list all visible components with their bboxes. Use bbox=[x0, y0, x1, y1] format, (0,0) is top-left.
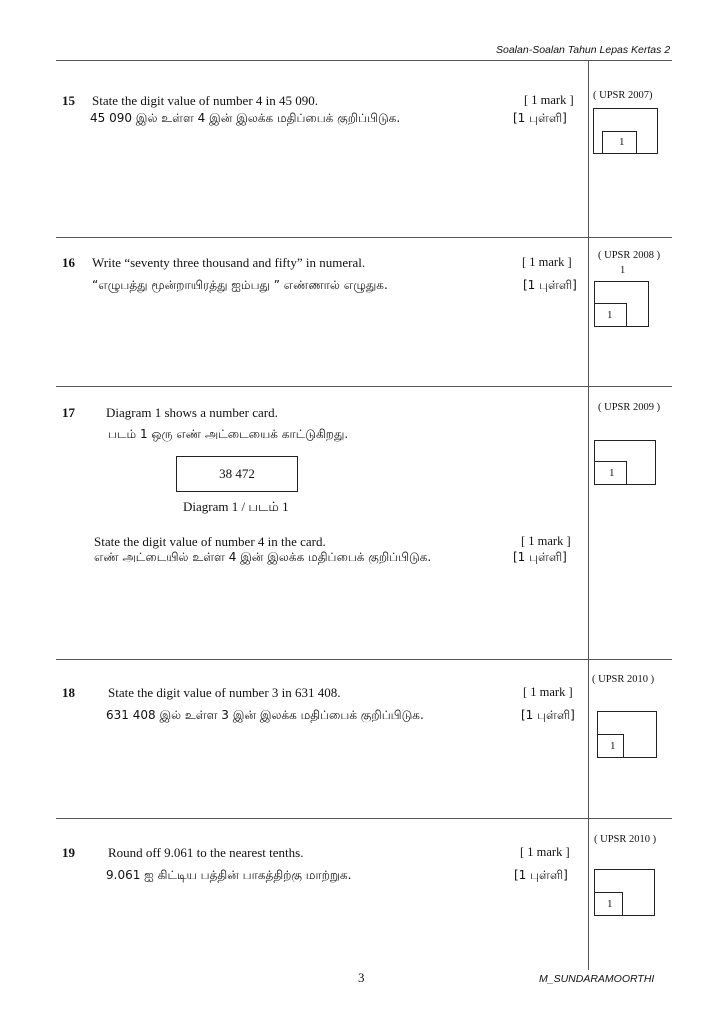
margin-column-divider bbox=[588, 60, 589, 970]
mark-label-ta: [1 புள்ளி] bbox=[513, 550, 567, 564]
upsr-year-label: ( UPSR 2008 ) bbox=[598, 250, 661, 261]
question-text-ta: 631 408 இல் உள்ள 3 இன் இலக்க மதிப்பைக் குறிப்பிடுக. bbox=[106, 708, 424, 722]
question-text-ta: படம் 1 ஒரு எண் அட்டையைக் காட்டுகிறது. bbox=[108, 427, 349, 441]
upsr-year-label: ( UPSR 2010 ) bbox=[594, 834, 657, 845]
section-divider bbox=[56, 659, 672, 660]
question-number: 16 bbox=[62, 255, 75, 270]
score-box-inner: 1 bbox=[594, 461, 627, 485]
mark-label-ta: [1 புள்ளி] bbox=[513, 111, 567, 125]
question-number: 15 bbox=[62, 93, 75, 108]
upsr-year-label: ( UPSR 2007) bbox=[593, 90, 653, 101]
question-number: 19 bbox=[62, 845, 75, 860]
question-text-en: State the digit value of number 3 in 631 408. bbox=[108, 685, 341, 700]
number-card: 38 472 bbox=[176, 456, 298, 492]
section-divider bbox=[56, 386, 672, 387]
page-number: 3 bbox=[358, 970, 365, 985]
footer-author: M_SUNDARAMOORTHI bbox=[539, 973, 655, 985]
score-box-inner: 1 bbox=[594, 892, 623, 916]
section-divider bbox=[56, 818, 672, 819]
score-box-inner: 1 bbox=[602, 131, 637, 154]
question-text-en: Write “seventy three thousand and fifty” in numeral. bbox=[92, 255, 366, 270]
score-box-inner: 1 bbox=[594, 303, 627, 327]
question-text-en: Round off 9.061 to the nearest tenths. bbox=[108, 845, 304, 860]
question-text-ta: 45 090 இல் உள்ள 4 இன் இலக்க மதிப்பைக் குறிப்பிடுக. bbox=[90, 111, 401, 125]
mark-label-ta: [1 புள்ளி] bbox=[523, 278, 577, 292]
diagram-caption: Diagram 1 / படம் 1 bbox=[183, 499, 289, 514]
mark-label-en: [ 1 mark ] bbox=[521, 534, 571, 548]
score-box-inner: 1 bbox=[597, 734, 624, 758]
question-text-en-2: State the digit value of number 4 in the card. bbox=[94, 534, 326, 549]
upsr-year-label: ( UPSR 2010 ) bbox=[592, 674, 655, 685]
header-rule bbox=[56, 60, 672, 61]
question-number: 18 bbox=[62, 685, 75, 700]
upsr-year-label: ( UPSR 2009 ) bbox=[598, 402, 661, 413]
upsr-extra-number: 1 bbox=[620, 265, 626, 276]
mark-label-en: [ 1 mark ] bbox=[524, 93, 574, 107]
mark-label-ta: [1 புள்ளி] bbox=[514, 868, 568, 882]
question-number: 17 bbox=[62, 405, 75, 420]
question-text-en: Diagram 1 shows a number card. bbox=[106, 405, 278, 420]
mark-label-ta: [1 புள்ளி] bbox=[521, 708, 575, 722]
section-divider bbox=[56, 237, 672, 238]
question-text-en: State the digit value of number 4 in 45 090. bbox=[92, 93, 319, 108]
mark-label-en: [ 1 mark ] bbox=[522, 255, 572, 269]
mark-label-en: [ 1 mark ] bbox=[520, 845, 570, 859]
question-text-ta: 9.061 ஐ கிட்டிய பத்தின் பாகத்திற்கு மாற்றுக. bbox=[106, 868, 352, 882]
page-header-title: Soalan-Soalan Tahun Lepas Kertas 2 bbox=[496, 44, 671, 56]
question-text-ta-2: எண் அட்டையில் உள்ள 4 இன் இலக்க மதிப்பைக் குறிப்பிடுக. bbox=[94, 550, 432, 564]
mark-label-en: [ 1 mark ] bbox=[523, 685, 573, 699]
question-text-ta: “எழுபத்து மூன்றாயிரத்து ஐம்பது ” எண்ணால் எழுதுக. bbox=[92, 278, 388, 292]
